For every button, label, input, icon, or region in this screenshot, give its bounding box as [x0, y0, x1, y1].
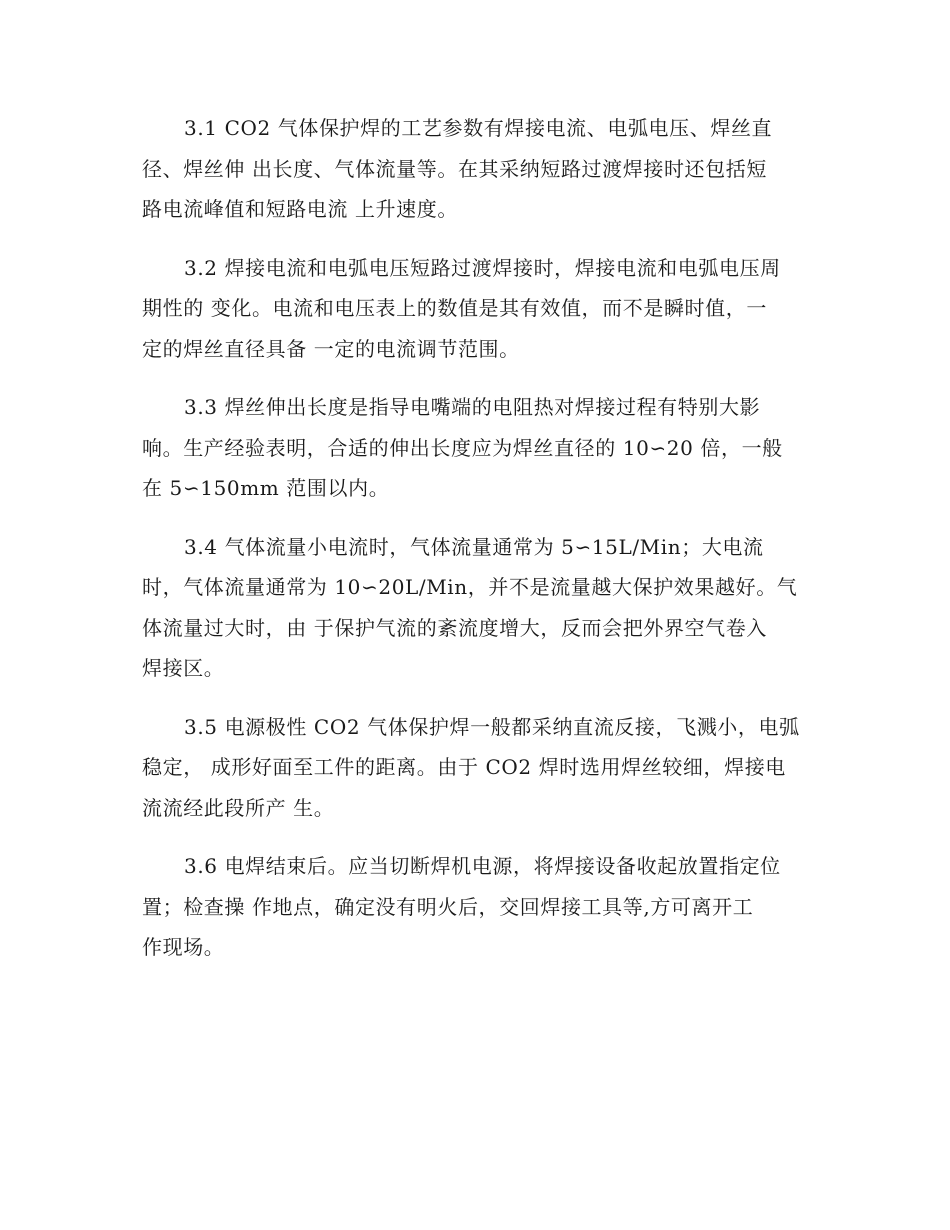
- paragraph-3-6: [142, 846, 810, 968]
- paragraph-line: 置；检查操 作地点，确定没有明火后，交回焊接工具等,方可离开工: [142, 894, 754, 919]
- paragraph-line: 3.4 气体流量小电流时，气体流量通常为 5∽15L/Min；大电流: [184, 534, 764, 559]
- paragraph-line: 体流量过大时，由 于保护气流的紊流度增大，反而会把外界空气卷入: [142, 615, 767, 640]
- paragraph-3-3: [142, 387, 810, 509]
- paragraph-line: 径、焊丝伸 出长度、气体流量等。在其采纳短路过渡焊接时还包括短: [142, 156, 767, 181]
- paragraph-3-2: [142, 248, 810, 370]
- paragraph-line: 3.3 焊丝伸出长度是指导电嘴端的电阻热对焊接过程有特别大影: [184, 395, 761, 419]
- paragraph-3-5: [142, 707, 810, 829]
- paragraph-line: 稳定， 成形好面至工件的距离。由于 CO2 焊时选用焊丝较细，焊接电: [142, 755, 786, 779]
- paragraph-line: 作现场。: [142, 935, 225, 959]
- paragraph-3-4: [142, 527, 810, 689]
- paragraph-line: 定的焊丝直径具备 一定的电流调节范围。: [142, 336, 520, 361]
- paragraph-3-1: [142, 108, 810, 230]
- paragraph-line: 3.1 CO2 气体保护焊的工艺参数有焊接电流、电弧电压、焊丝直: [184, 116, 773, 140]
- paragraph-line: 期性的 变化。电流和电压表上的数值是其有效值，而不是瞬时值，一: [142, 296, 767, 320]
- paragraph-line: 在 5∽150mm 范围以内。: [142, 476, 390, 500]
- paragraph-line: 3.2 焊接电流和电弧电压短路过渡焊接时，焊接电流和电弧电压周: [184, 255, 781, 280]
- paragraph-line: 焊接区。: [142, 656, 225, 680]
- document-body: [142, 108, 810, 986]
- paragraph-line: 3.6 电焊结束后。应当切断焊机电源，将焊接设备收起放置指定位: [184, 854, 781, 878]
- paragraph-line: 路电流峰值和短路电流 上升速度。: [142, 197, 458, 221]
- paragraph-line: 流流经此段所产 生。: [142, 795, 335, 820]
- paragraph-line: 3.5 电源极性 CO2 气体保护焊一般都采纳直流反接，飞溅小，电弧: [184, 714, 800, 739]
- paragraph-line: 时，气体流量通常为 10∽20L/Min，并不是流量越大保护效果越好。气: [142, 575, 798, 599]
- paragraph-line: 响。生产经验表明，合适的伸出长度应为焊丝直径的 10∽20 倍，一般: [142, 435, 783, 460]
